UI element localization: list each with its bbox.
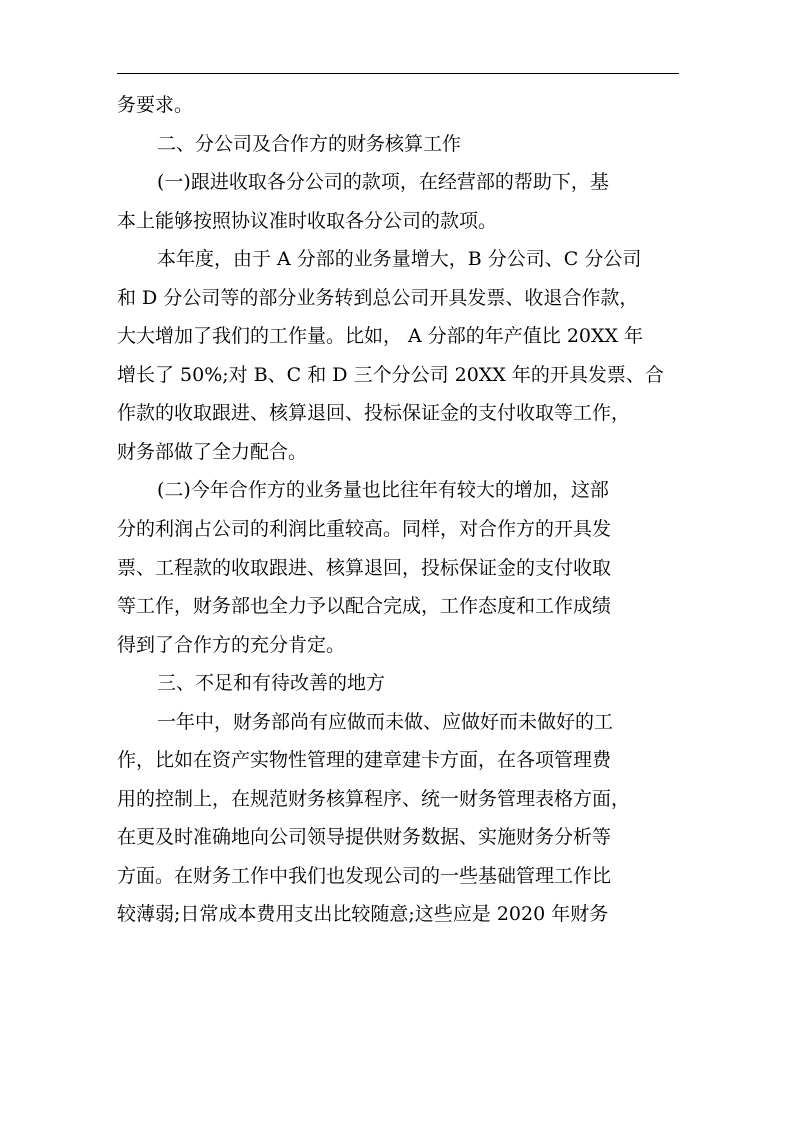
text-line: (一)跟进收取各分公司的款项，在经营部的帮助下，基 [157,171,609,194]
text-line: 在更及时准确地向公司领导提供财务数据、实施财务分析等 [117,826,612,849]
text-line: 等工作，财务部也全力予以配合完成，工作态度和工作成绩 [117,595,612,618]
text-line: 本上能够按照协议准时收取各分公司的款项。 [117,209,498,232]
header-rule [117,73,679,74]
text-line: 票、工程款的收取跟进、核算退回，投标保证金的支付收取 [117,556,612,579]
text-line: 分的利润占公司的利润比重较高。同样，对合作方的开具发 [117,518,612,541]
text-line: 得到了合作方的充分肯定。 [117,633,346,656]
text-line: 用的控制上，在规范财务核算程序、统一财务管理表格方面， [117,787,631,810]
section-heading: 二、分公司及合作方的财务核算工作 [157,132,462,155]
text-line: 本年度，由于 A 分部的业务量增大，B 分公司、C 分公司 [157,248,642,271]
text-line: 财务部做了全力配合。 [117,440,308,463]
text-line: 务要求。 [117,94,194,116]
text-line: 较薄弱;日常成本费用支出比较随意;这些应是 2020 年财务 [117,903,609,926]
text-line: 一年中，财务部尚有应做而未做、应做好而未做好的工 [157,710,614,733]
section-heading: 三、不足和有待改善的地方 [157,672,386,695]
text-line: (二)今年合作方的业务量也比往年有较大的增加，这部 [157,479,609,502]
text-line: 增长了 50%;对 B、C 和 D 三个分公司 20XX 年的开具发票、合 [117,363,664,386]
text-line: 方面。在财务工作中我们也发现公司的一些基础管理工作比 [117,864,612,887]
text-line: 作，比如在资产实物性管理的建章建卡方面，在各项管理费 [117,749,612,772]
text-line: 作款的收取跟进、核算退回、投标保证金的支付收取等工作， [117,402,631,425]
text-line: 和 D 分公司等的部分业务转到总公司开具发票、收退合作款， [117,286,639,309]
document-body [117,86,679,934]
text-line: 大大增加了我们的工作量。比如， A 分部的年产值比 20XX 年 [117,325,644,348]
